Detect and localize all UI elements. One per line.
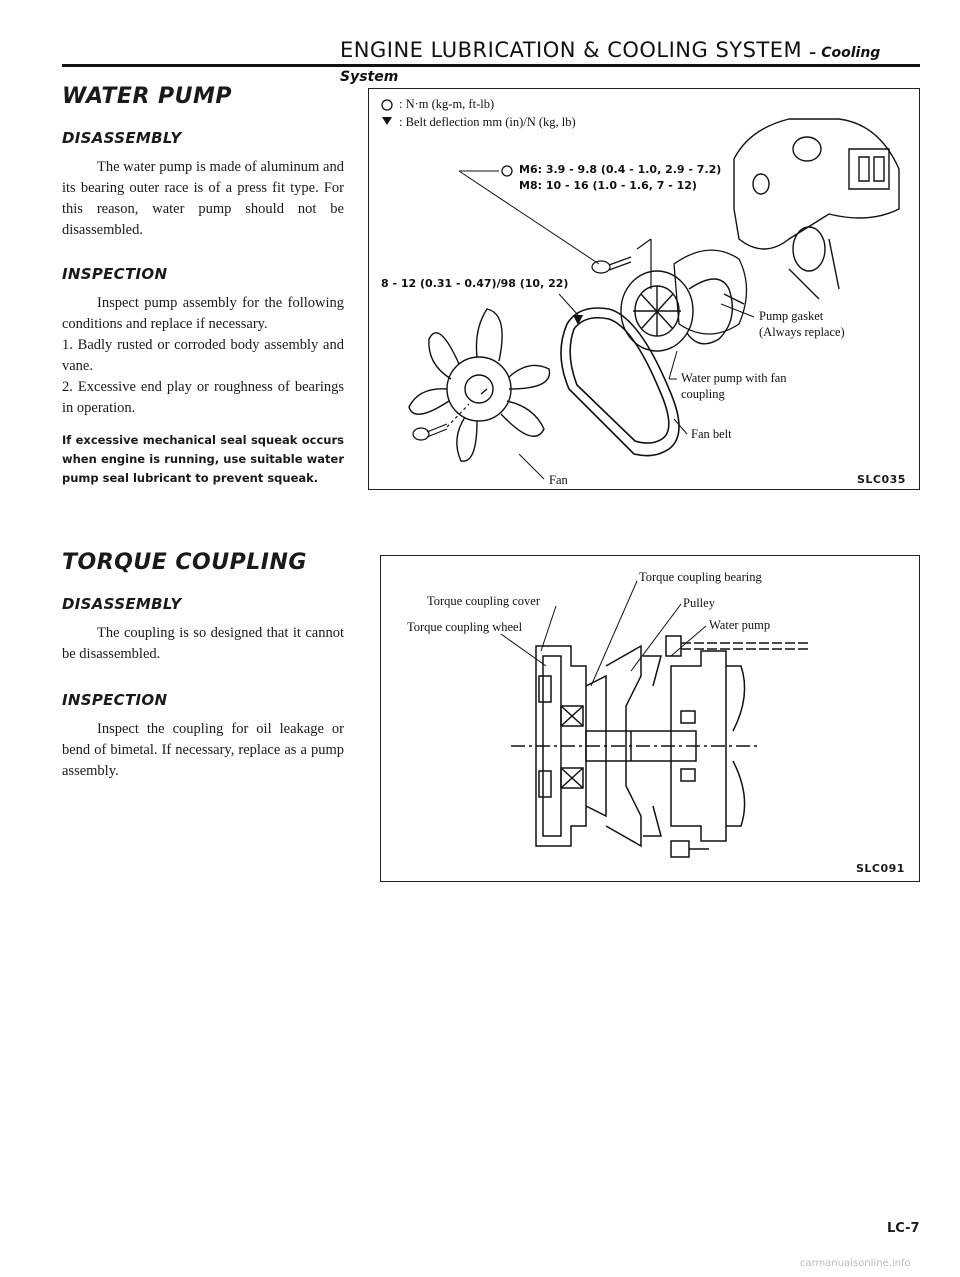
label-fan-belt: Fan belt bbox=[691, 427, 732, 441]
torque-coupling-figure bbox=[380, 555, 920, 882]
spec-torque-icon bbox=[502, 166, 512, 176]
water-pump-figure bbox=[368, 88, 920, 490]
watermark: carmanualsonline.info bbox=[800, 1258, 911, 1269]
water-pump-title: WATER PUMP bbox=[62, 84, 233, 109]
inspection-item-1: 1. Badly rusted or corroded body assembly and vane. bbox=[62, 337, 344, 374]
label-water-pump-1: Water pump with fan bbox=[681, 371, 787, 385]
label-torque-coupling-bearing: Torque coupling bearing bbox=[639, 570, 762, 584]
figure-id-slc035: SLC035 bbox=[857, 473, 906, 486]
torque-coupling-disassembly-heading: DISASSEMBLY bbox=[62, 595, 182, 613]
engine-block-sketch bbox=[734, 119, 899, 299]
water-pump-inspection-heading: INSPECTION bbox=[62, 265, 168, 283]
legend-deflection-text: : Belt deflection mm (in)/N (kg, lb) bbox=[399, 115, 576, 129]
bolt-sketch bbox=[592, 239, 651, 289]
label-gasket-note: (Always replace) bbox=[759, 325, 845, 339]
label-water-pump: Water pump bbox=[709, 618, 771, 632]
water-pump-inspection-intro: Inspect pump assembly for the following conditions and replace if necessary. bbox=[62, 295, 344, 332]
label-fan: Fan bbox=[549, 473, 568, 487]
pump-body-sketch bbox=[621, 271, 744, 351]
label-pump-gasket: Pump gasket bbox=[759, 309, 824, 323]
belt-deflection-arrow bbox=[573, 315, 583, 325]
label-torque-coupling-wheel: Torque coupling wheel bbox=[407, 620, 523, 634]
coupling-section bbox=[511, 636, 811, 857]
torque-coupling-disassembly-text: The coupling is so designed that it cannot be disassembled. bbox=[62, 625, 344, 662]
left-column bbox=[62, 84, 344, 782]
seal-squeak-note: If excessive mechanical seal squeak occurs when engine is running, use suitable water pump seal lubricant to prevent squeak. bbox=[62, 433, 344, 485]
header-rule bbox=[62, 64, 920, 67]
label-pulley: Pulley bbox=[683, 596, 715, 610]
label-water-pump-2: coupling bbox=[681, 387, 725, 401]
water-pump-disassembly-text: The water pump is made of aluminum and its bearing outer race is of a press fit type. For this reason, water pump should not be disassembled. bbox=[62, 159, 344, 238]
figure-id-slc091: SLC091 bbox=[856, 862, 905, 875]
fan-belt-sketch bbox=[561, 308, 679, 456]
gasket-sketch bbox=[674, 250, 747, 334]
label-torque-coupling-cover: Torque coupling cover bbox=[427, 594, 540, 608]
spec-m8: M8: 10 - 16 (1.0 - 1.6, 7 - 12) bbox=[519, 179, 697, 192]
torque-coupling-inspection-heading: INSPECTION bbox=[62, 691, 168, 709]
torque-coupling-title: TORQUE COUPLING bbox=[62, 550, 307, 575]
header-title: ENGINE LUBRICATION & COOLING SYSTEM bbox=[340, 38, 803, 62]
torque-coupling-inspection-text: Inspect the coupling for oil leakage or bend of bimetal. If necessary, replace as a pump assembly. bbox=[62, 721, 344, 779]
inspection-item-2: 2. Excessive end play or roughness of bearings in operation. bbox=[62, 379, 344, 416]
deflection-icon bbox=[382, 117, 392, 125]
fan-bolt-sketch bbox=[413, 404, 469, 440]
deflection-spec: 8 - 12 (0.31 - 0.47)/98 (10, 22) bbox=[381, 277, 569, 290]
header-subtitle: – Cooling System bbox=[340, 45, 881, 85]
page-header bbox=[340, 38, 920, 86]
torque-icon bbox=[382, 100, 392, 110]
page-number: LC-7 bbox=[887, 1221, 920, 1236]
spec-m6: M6: 3.9 - 9.8 (0.4 - 1.0, 2.9 - 7.2) bbox=[519, 163, 722, 176]
water-pump-disassembly-heading: DISASSEMBLY bbox=[62, 129, 182, 147]
legend-torque-text: : N·m (kg-m, ft-lb) bbox=[399, 97, 495, 111]
fan-sketch bbox=[409, 309, 550, 461]
